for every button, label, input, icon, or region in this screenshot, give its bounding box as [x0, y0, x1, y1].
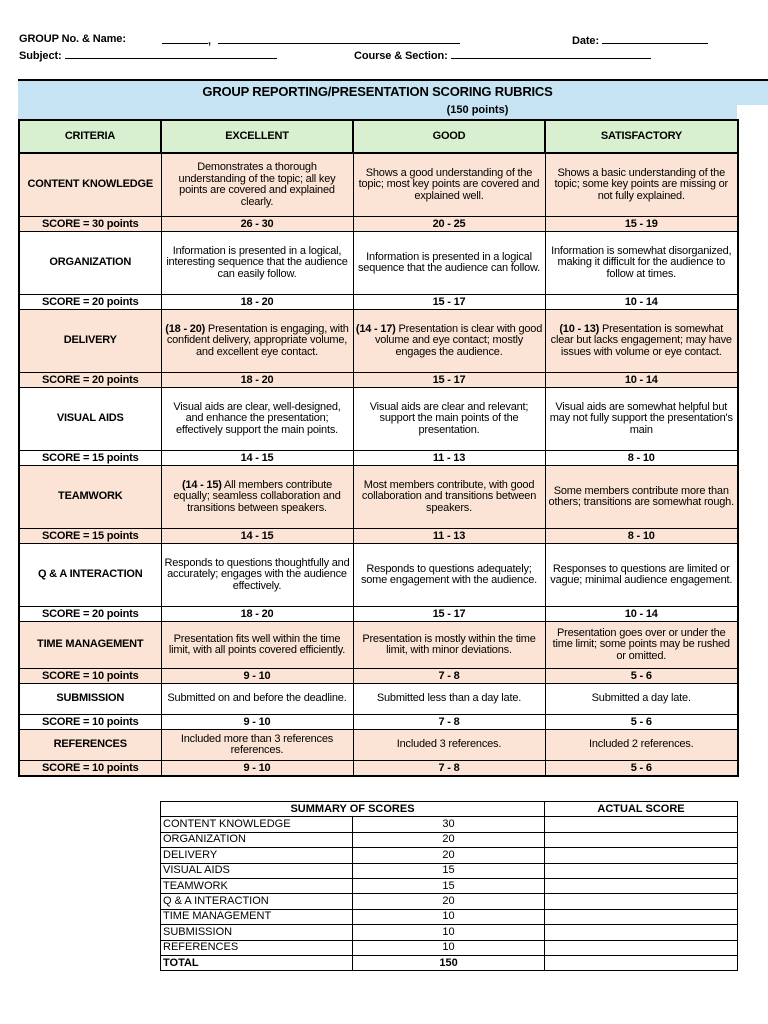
summary-row: [161, 940, 738, 955]
criterion-row: [19, 684, 738, 715]
date-field: [572, 33, 708, 47]
satisfactory-descriptor-text: Shows a basic understanding of the topic; some key points are missing or not fully explained.: [554, 166, 729, 202]
summary-points: 20: [353, 832, 545, 847]
criterion-name: [19, 232, 161, 295]
excellent-descriptor-text: Presentation is engaging, with confident delivery, appropriate volume, and excellent eye contact.: [166, 322, 349, 358]
summary-table: [160, 801, 738, 971]
criterion-row: [19, 388, 738, 451]
criterion-row: [19, 466, 738, 529]
excellent-descriptor-text: Responds to questions thoughtfully and accurately; engages with the audience effectively.: [164, 556, 350, 592]
summary-points: 15: [353, 878, 545, 893]
criterion-name: [19, 153, 161, 217]
summary-criterion: Q & A INTERACTION: [161, 894, 353, 909]
good-descriptor: [353, 232, 545, 295]
criterion-row: [19, 622, 738, 669]
group-blanks: [162, 33, 460, 47]
excellent-descriptor-text: Presentation fits well within the time limit, with all points covered efficiently.: [168, 632, 346, 656]
excellent-descriptor-text: Information is presented in a logical, interesting sequence that the audience can easily follow.: [166, 244, 348, 280]
satisfactory-descriptor-text: Presentation is somewhat clear but lacks engagement; may have issues with volume or eye contact.: [550, 322, 732, 358]
score-label: SCORE = 10 points: [19, 669, 161, 684]
summary-row: [161, 909, 738, 924]
good-score: 15 - 17: [353, 607, 545, 622]
satisfactory-descriptor: [545, 466, 738, 529]
score-label: SCORE = 10 points: [19, 715, 161, 730]
criterion-name-text: REFERENCES: [53, 738, 127, 751]
summary-header-row: [161, 802, 738, 817]
good-descriptor-text: Included 3 references.: [396, 738, 502, 751]
satisfactory-score: 10 - 14: [545, 373, 738, 388]
excellent-descriptor: [161, 232, 353, 295]
summary-row: [161, 925, 738, 940]
satisfactory-descriptor-text: Information is somewhat disorganized, making it difficult for the audience to follow at times.: [551, 244, 732, 280]
excellent-descriptor: [161, 730, 353, 761]
criterion-name-text: SUBMISSION: [56, 692, 125, 705]
summary-criterion: TIME MANAGEMENT: [161, 909, 353, 924]
criterion-name-text: DELIVERY: [63, 334, 117, 347]
score-row: [19, 607, 738, 622]
satisfactory-score: 5 - 6: [545, 761, 738, 777]
good-descriptor-text: Most members contribute, with good collaboration and transitions between speakers.: [361, 478, 537, 514]
total-label: TOTAL: [161, 955, 353, 970]
excellent-descriptor-text: Submitted on and before the deadline.: [167, 692, 347, 705]
good-descriptor-text: Shows a good understanding of the topic; most key points are covered and explained well.: [358, 166, 540, 202]
group-comma: ,: [208, 35, 211, 47]
satisfactory-descriptor-text: Some members contribute more than others; transitions are somewhat rough.: [548, 484, 734, 508]
good-score: 7 - 8: [353, 669, 545, 684]
excellent-descriptor-text: Visual aids are clear, well-designed, and enhance the presentation; effectively support the main points.: [173, 400, 341, 436]
good-descriptor: [353, 310, 545, 373]
good-descriptor-text: Presentation is mostly within the time limit, with minor deviations.: [362, 632, 536, 656]
criterion-name: [19, 310, 161, 373]
satisfactory-descriptor: [545, 544, 738, 607]
satisfactory-descriptor-text: Responses to questions are limited or vague; minimal audience engagement.: [550, 562, 733, 586]
excellent-score: 26 - 30: [161, 217, 353, 232]
rubric-header-row: [19, 120, 738, 153]
excellent-descriptor: [161, 684, 353, 715]
satisfactory-descriptor: [545, 153, 738, 217]
excellent-score: 14 - 15: [161, 451, 353, 466]
actual-score-cell[interactable]: [545, 940, 738, 955]
col-excellent: EXCELLENT: [161, 120, 353, 153]
rubric-table: [18, 119, 739, 777]
good-score: 11 - 13: [353, 451, 545, 466]
excellent-descriptor-text: Included more than 3 references references.: [180, 732, 334, 756]
good-descriptor: [353, 388, 545, 451]
rubric-title: GROUP REPORTING/PRESENTATION SCORING RUBRICS: [202, 84, 553, 99]
date-line[interactable]: [602, 33, 708, 44]
score-label: SCORE = 30 points: [19, 217, 161, 232]
excellent-descriptor-text: All members contribute equally; seamless collaboration and transitions between speakers.: [173, 478, 341, 514]
satisfactory-descriptor: [545, 232, 738, 295]
score-row: [19, 529, 738, 544]
excellent-descriptor-score-prefix: (14 - 15): [181, 478, 222, 491]
group-number-line[interactable]: [162, 33, 208, 44]
good-score: 20 - 25: [353, 217, 545, 232]
score-label: SCORE = 20 points: [19, 295, 161, 310]
criterion-row: [19, 232, 738, 295]
actual-score-cell[interactable]: [545, 863, 738, 878]
score-row: [19, 761, 738, 777]
good-descriptor-text: Information is presented in a logical sequence that the audience can follow.: [358, 250, 540, 274]
good-score: 11 - 13: [353, 529, 545, 544]
subject-field: [19, 48, 277, 62]
satisfactory-score: 8 - 10: [545, 451, 738, 466]
satisfactory-descriptor-text: Presentation goes over or under the time limit; some points may be rushed or omitted.: [552, 626, 730, 662]
subject-line[interactable]: [65, 48, 277, 59]
actual-score-cell[interactable]: [545, 894, 738, 909]
excellent-score: 9 - 10: [161, 669, 353, 684]
points-bar: [18, 103, 737, 119]
good-descriptor: [353, 466, 545, 529]
good-descriptor: [353, 153, 545, 217]
actual-score-cell[interactable]: [545, 925, 738, 940]
criterion-name: [19, 684, 161, 715]
score-row: [19, 451, 738, 466]
score-row: [19, 217, 738, 232]
excellent-descriptor: [161, 153, 353, 217]
summary-points: 15: [353, 863, 545, 878]
good-score: 15 - 17: [353, 295, 545, 310]
criterion-name-text: Q & A INTERACTION: [37, 568, 143, 581]
criterion-row: [19, 153, 738, 217]
actual-score-header: ACTUAL SCORE: [545, 802, 738, 817]
criterion-row: [19, 310, 738, 373]
satisfactory-score: 5 - 6: [545, 715, 738, 730]
satisfactory-descriptor: [545, 730, 738, 761]
score-label: SCORE = 20 points: [19, 373, 161, 388]
excellent-score: 18 - 20: [161, 295, 353, 310]
criterion-name-text: VISUAL AIDS: [56, 412, 124, 425]
satisfactory-descriptor-text: Submitted a day late.: [591, 692, 691, 705]
actual-score-cell[interactable]: [545, 848, 738, 863]
excellent-score: 9 - 10: [161, 715, 353, 730]
good-descriptor: [353, 544, 545, 607]
col-good: GOOD: [353, 120, 545, 153]
criterion-row: [19, 730, 738, 761]
satisfactory-score: 8 - 10: [545, 529, 738, 544]
actual-score-cell[interactable]: [545, 909, 738, 924]
criterion-name-text: TIME MANAGEMENT: [37, 638, 144, 651]
summary-row: [161, 894, 738, 909]
summary-criterion: REFERENCES: [161, 940, 353, 955]
date-label: Date:: [572, 35, 600, 47]
excellent-descriptor: [161, 310, 353, 373]
total-actual-score-cell[interactable]: [545, 955, 738, 970]
criterion-name: [19, 544, 161, 607]
summary-row: [161, 878, 738, 893]
satisfactory-descriptor: [545, 622, 738, 669]
summary-points: 30: [353, 817, 545, 832]
summary-points: 20: [353, 894, 545, 909]
criterion-name-text: ORGANIZATION: [49, 256, 132, 269]
summary-criterion: ORGANIZATION: [161, 832, 353, 847]
excellent-descriptor: [161, 622, 353, 669]
excellent-descriptor: [161, 388, 353, 451]
score-row: [19, 669, 738, 684]
good-descriptor: [353, 730, 545, 761]
summary-row: [161, 832, 738, 847]
satisfactory-descriptor: [545, 684, 738, 715]
summary-points: 10: [353, 940, 545, 955]
summary-body: [161, 817, 738, 971]
good-descriptor-score-prefix: (14 - 17): [355, 322, 396, 335]
good-descriptor-text: Responds to questions adequately; some engagement with the audience.: [360, 562, 538, 586]
excellent-descriptor: [161, 544, 353, 607]
score-label: SCORE = 15 points: [19, 529, 161, 544]
points-subtitle-wrap: [18, 104, 737, 116]
summary-header: SUMMARY OF SCORES: [161, 802, 545, 817]
score-label: SCORE = 15 points: [19, 451, 161, 466]
excellent-descriptor: [161, 466, 353, 529]
actual-score-cell[interactable]: [545, 832, 738, 847]
actual-score-cell[interactable]: [545, 878, 738, 893]
excellent-score: 14 - 15: [161, 529, 353, 544]
satisfactory-score: 15 - 19: [545, 217, 738, 232]
summary-criterion: TEAMWORK: [161, 878, 353, 893]
excellent-score: 9 - 10: [161, 761, 353, 777]
criterion-name: [19, 730, 161, 761]
satisfactory-descriptor: [545, 388, 738, 451]
group-name-field: [19, 33, 126, 45]
excellent-descriptor-score-prefix: (18 - 20): [165, 322, 206, 335]
excellent-descriptor-text: Demonstrates a thorough understanding of the topic; all key points are covered and explained clearly.: [178, 161, 336, 208]
score-row: [19, 715, 738, 730]
group-label: GROUP No. & Name:: [19, 33, 126, 45]
points-subtitle: (150 points): [446, 104, 509, 116]
criterion-name: [19, 388, 161, 451]
satisfactory-descriptor-text: Visual aids are somewhat helpful but may not fully support the presentation's main: [549, 400, 733, 436]
good-descriptor-text: Submitted less than a day late.: [376, 692, 522, 705]
col-criteria: CRITERIA: [19, 120, 161, 153]
satisfactory-score: 5 - 6: [545, 669, 738, 684]
course-label: Course & Section:: [354, 50, 448, 62]
summary-row: [161, 817, 738, 832]
score-row: [19, 373, 738, 388]
criterion-name: [19, 622, 161, 669]
col-satisfactory: SATISFACTORY: [545, 120, 738, 153]
title-bar: [18, 79, 768, 105]
course-field: [354, 48, 651, 62]
summary-criterion: SUBMISSION: [161, 925, 353, 940]
score-label: SCORE = 10 points: [19, 761, 161, 777]
good-descriptor: [353, 684, 545, 715]
excellent-score: 18 - 20: [161, 607, 353, 622]
good-descriptor-text: Visual aids are clear and relevant; support the main points of the presentation.: [369, 400, 529, 436]
score-row: [19, 295, 738, 310]
summary-points: 10: [353, 925, 545, 940]
summary-points: 10: [353, 909, 545, 924]
satisfactory-descriptor: [545, 310, 738, 373]
good-score: 7 - 8: [353, 761, 545, 777]
summary-points: 20: [353, 848, 545, 863]
summary-total-row: [161, 955, 738, 970]
satisfactory-descriptor-score-prefix: (10 - 13): [559, 322, 600, 335]
excellent-score: 18 - 20: [161, 373, 353, 388]
good-descriptor: [353, 622, 545, 669]
criterion-name-text: CONTENT KNOWLEDGE: [27, 178, 154, 191]
good-descriptor-text: Presentation is clear with good volume and eye contact; mostly engages the audience.: [374, 322, 543, 358]
satisfactory-score: 10 - 14: [545, 607, 738, 622]
good-score: 15 - 17: [353, 373, 545, 388]
satisfactory-score: 10 - 14: [545, 295, 738, 310]
subject-label: Subject:: [19, 50, 62, 62]
satisfactory-descriptor-text: Included 2 references.: [589, 738, 694, 751]
criterion-row: [19, 544, 738, 607]
course-line[interactable]: [451, 48, 651, 59]
criterion-name-text: TEAMWORK: [58, 490, 123, 503]
good-score: 7 - 8: [353, 715, 545, 730]
actual-score-cell[interactable]: [545, 817, 738, 832]
summary-criterion: VISUAL AIDS: [161, 863, 353, 878]
score-label: SCORE = 20 points: [19, 607, 161, 622]
total-points: 150: [353, 955, 545, 970]
summary-criterion: CONTENT KNOWLEDGE: [161, 817, 353, 832]
summary-row: [161, 863, 738, 878]
group-name-line[interactable]: [218, 33, 460, 44]
criterion-name: [19, 466, 161, 529]
summary-criterion: DELIVERY: [161, 848, 353, 863]
summary-row: [161, 848, 738, 863]
